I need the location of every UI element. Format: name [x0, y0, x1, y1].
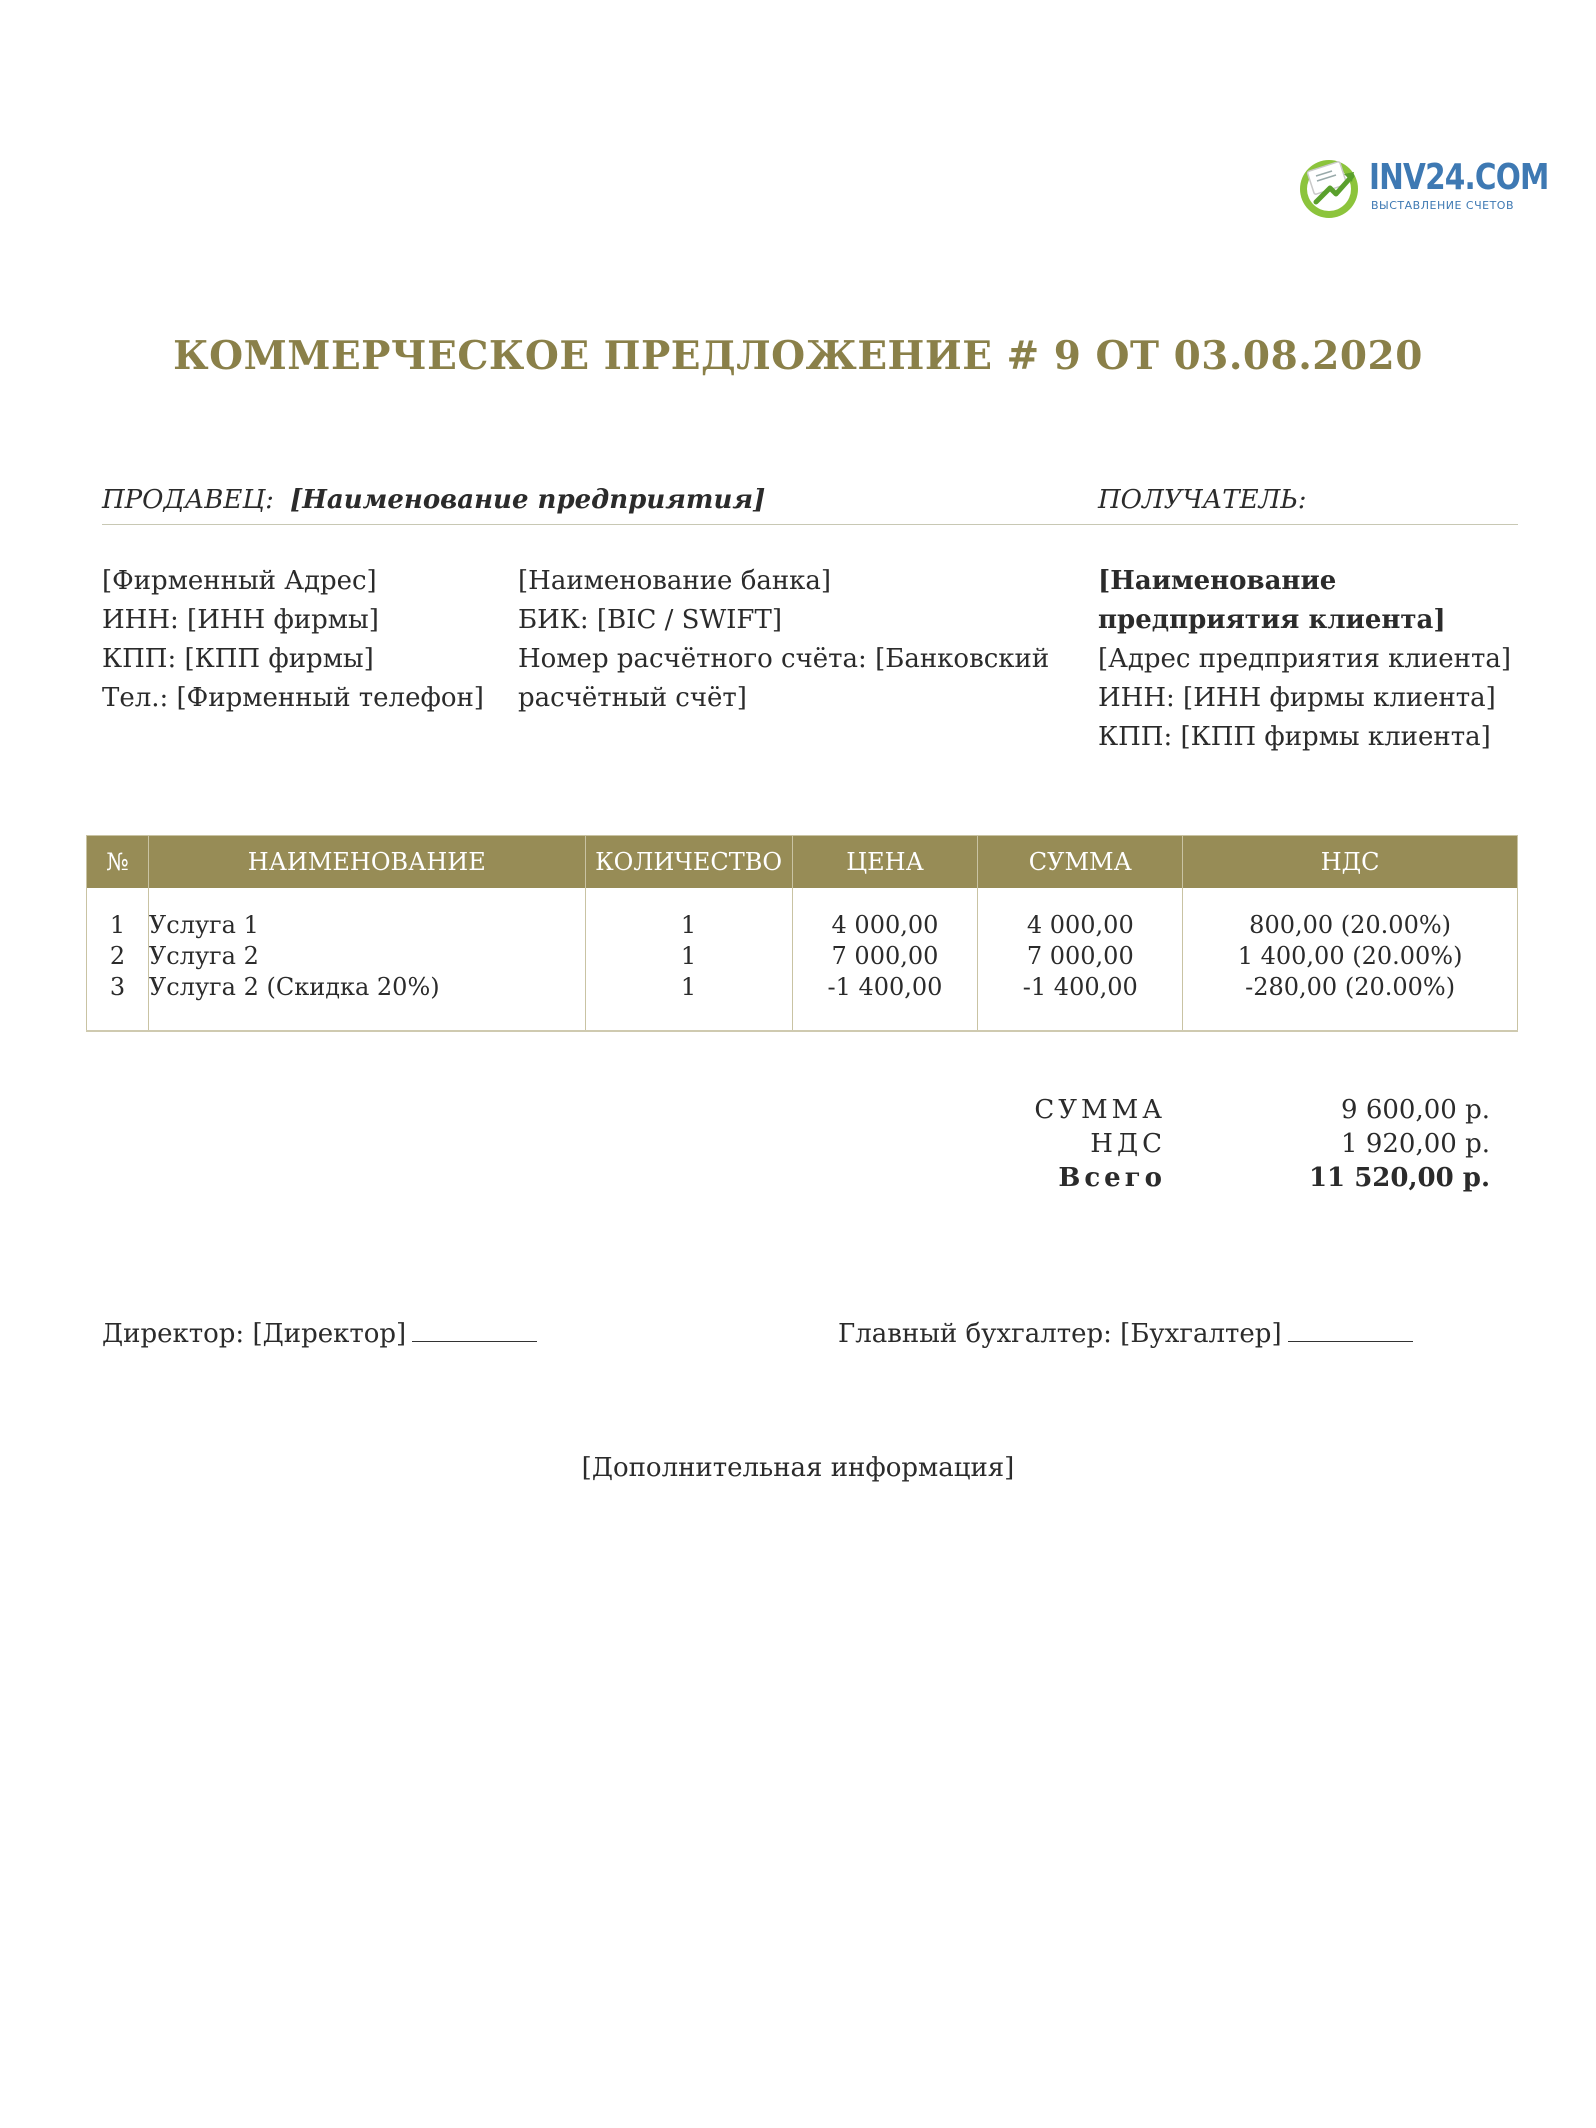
- logo-emblem-icon: [1296, 152, 1366, 222]
- seller-kpp: КПП: [КПП фирмы]: [102, 644, 374, 674]
- col-header-vat: НДС: [1183, 836, 1518, 889]
- row-3-vat: -280,00 (20.00%): [1245, 973, 1456, 1001]
- seller-label: ПРОДАВЕЦ:: [102, 485, 274, 515]
- row-1-name: Услуга 1: [148, 911, 259, 939]
- subtotal-value: 9 600,00 р.: [1341, 1095, 1490, 1125]
- items-table: [86, 835, 1518, 1032]
- row-1-number: 1: [109, 911, 126, 939]
- subtotal-label: СУММА: [1034, 1095, 1166, 1125]
- row-2-quantity: 1: [680, 942, 697, 970]
- vat-total-value: 1 920,00 р.: [1341, 1129, 1490, 1159]
- col-sum: [978, 888, 1183, 1031]
- document-title: КОММЕРЧЕСКОЕ ПРЕДЛОЖЕНИЕ # 9 ОТ 03.08.2020: [173, 333, 1423, 379]
- accountant-label: Главный бухгалтер: [Бухгалтер]: [838, 1319, 1282, 1349]
- row-1-price: 4 000,00: [831, 911, 939, 939]
- row-3-price: -1 400,00: [827, 973, 943, 1001]
- col-header-quantity: КОЛИЧЕСТВО: [585, 836, 792, 889]
- col-number: [87, 888, 149, 1031]
- logo-brand-text: INV24.COM: [1369, 157, 1549, 198]
- director-label: Директор: [Директор]: [102, 1319, 407, 1349]
- additional-info: [Дополнительная информация]: [581, 1453, 1015, 1483]
- accountant-signature: [838, 1315, 1413, 1349]
- logo-tagline: ВЫСТАВЛЕНИЕ СЧЕТОВ: [1371, 199, 1514, 212]
- seller-phone: Тел.: [Фирменный телефон]: [102, 683, 484, 713]
- header-divider: [102, 524, 1518, 525]
- bank-details: [518, 562, 1049, 718]
- col-header-price: ЦЕНА: [792, 836, 978, 889]
- recipient-name-line1: [Наименование: [1098, 566, 1337, 596]
- row-2-sum: 7 000,00: [1026, 942, 1134, 970]
- seller-name: [Наименование предприятия]: [290, 485, 766, 515]
- row-2-number: 2: [109, 942, 126, 970]
- grand-total-label: Всего: [1058, 1163, 1166, 1193]
- col-quantity: [585, 888, 792, 1031]
- row-3-sum: -1 400,00: [1022, 973, 1138, 1001]
- row-1-vat: 800,00 (20.00%): [1249, 911, 1452, 939]
- recipient-kpp: КПП: [КПП фирмы клиента]: [1098, 722, 1491, 752]
- seller-inn: ИНН: [ИНН фирмы]: [102, 605, 379, 635]
- director-signature: [102, 1315, 537, 1349]
- row-3-number: 3: [109, 973, 126, 1001]
- col-header-sum: СУММА: [978, 836, 1183, 889]
- row-3-quantity: 1: [680, 973, 697, 1001]
- row-1-quantity: 1: [680, 911, 697, 939]
- seller-address: [Фирменный Адрес]: [102, 566, 377, 596]
- col-vat: [1183, 888, 1518, 1031]
- recipient-inn: ИНН: [ИНН фирмы клиента]: [1098, 683, 1496, 713]
- col-price: [792, 888, 978, 1031]
- bank-name: [Наименование банка]: [518, 566, 832, 596]
- grand-total-value: 11 520,00 р.: [1308, 1163, 1490, 1193]
- recipient-label: ПОЛУЧАТЕЛЬ:: [1098, 485, 1307, 515]
- bank-bik: БИК: [BIC / SWIFT]: [518, 605, 782, 635]
- table-header-row: [87, 836, 1518, 889]
- row-3-name: Услуга 2 (Скидка 20%): [148, 973, 440, 1001]
- accountant-signature-line: [1288, 1315, 1413, 1342]
- company-logo: [1296, 150, 1549, 225]
- director-signature-line: [412, 1315, 537, 1342]
- recipient-name-line2: предприятия клиента]: [1098, 605, 1446, 635]
- bank-account-line1: Номер расчётного счёта: [Банковский: [518, 644, 1050, 674]
- recipient-details: [1098, 562, 1511, 757]
- row-2-vat: 1 400,00 (20.00%): [1237, 942, 1463, 970]
- vat-total-label: НДС: [1090, 1129, 1166, 1159]
- bank-account-line2: расчётный счёт]: [518, 683, 747, 713]
- seller-details: [102, 562, 484, 718]
- col-name: [148, 888, 585, 1031]
- row-2-name: Услуга 2: [148, 942, 259, 970]
- col-header-number: №: [87, 836, 149, 889]
- recipient-address: [Адрес предприятия клиента]: [1098, 644, 1511, 674]
- col-header-name: НАИМЕНОВАНИЕ: [148, 836, 585, 889]
- row-2-price: 7 000,00: [831, 942, 939, 970]
- row-1-sum: 4 000,00: [1026, 911, 1134, 939]
- table-body: [87, 888, 1518, 1031]
